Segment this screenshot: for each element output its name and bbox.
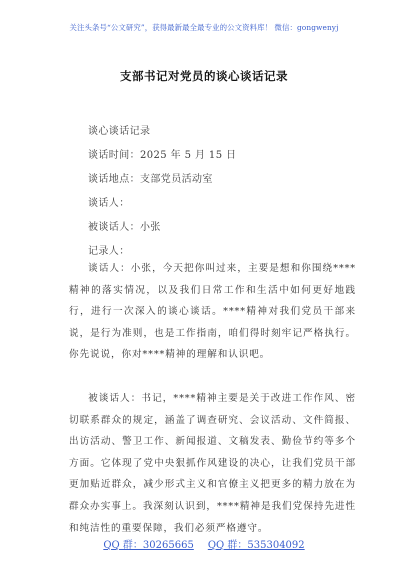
talkee: 被谈话人：小张 xyxy=(88,222,161,233)
talk-time: 谈话时间：2025 年 5 月 15 日 xyxy=(88,150,237,161)
paragraph-talkee xyxy=(69,388,356,539)
talker: 谈话人： xyxy=(88,198,130,209)
paragraph-talker-text: 谈话人：小张，今天把你叫过来，主要是想和你围绕****精神的落实情况，以及我们日常工作和生活中如何更好地践行，进行一次深入的谈心谈话。****精神对我们党员干部来说，是行为准则，也是工作指南，咱们得时刻牢记严格执行。你先说说，你对****精神的理解和认识吧。 xyxy=(69,263,356,361)
record-title: 谈心谈话记录 xyxy=(88,126,151,137)
footer xyxy=(0,536,408,551)
recorder: 记录人： xyxy=(88,246,130,257)
footer-qq-group-1[interactable]: QQ 群：30265665 xyxy=(103,540,194,551)
paragraph-talker xyxy=(69,258,356,366)
header-note: 关注头条号“公文研究”，获得最新最全最专业的公文资料库！ 微信：gongwenyj xyxy=(69,23,339,32)
talk-place: 谈话地点：支部党员活动室 xyxy=(88,174,213,185)
paragraph-talkee-text: 被谈话人：书记，****精神主要是关于改进工作作风、密切联系群众的规定，涵盖了调查研究、会议活动、文件简报、出访活动、警卫工作、新闻报道、文稿发表、勤俭节约等多个方面。它体现了党中央狠抓作风建设的决心，让我们党员干部更加贴近群众，减少形式主义和官僚主义把更多的精力放在为群众办实事上。我深刻认识到，****精神是我们党保持先进性和纯洁性的重要保障，我们必须严格遵守。 xyxy=(69,393,356,534)
document-title: 支部书记对党员的谈心谈话记录 xyxy=(120,69,288,83)
footer-qq-group-2[interactable]: QQ 群：535304092 xyxy=(207,540,305,551)
